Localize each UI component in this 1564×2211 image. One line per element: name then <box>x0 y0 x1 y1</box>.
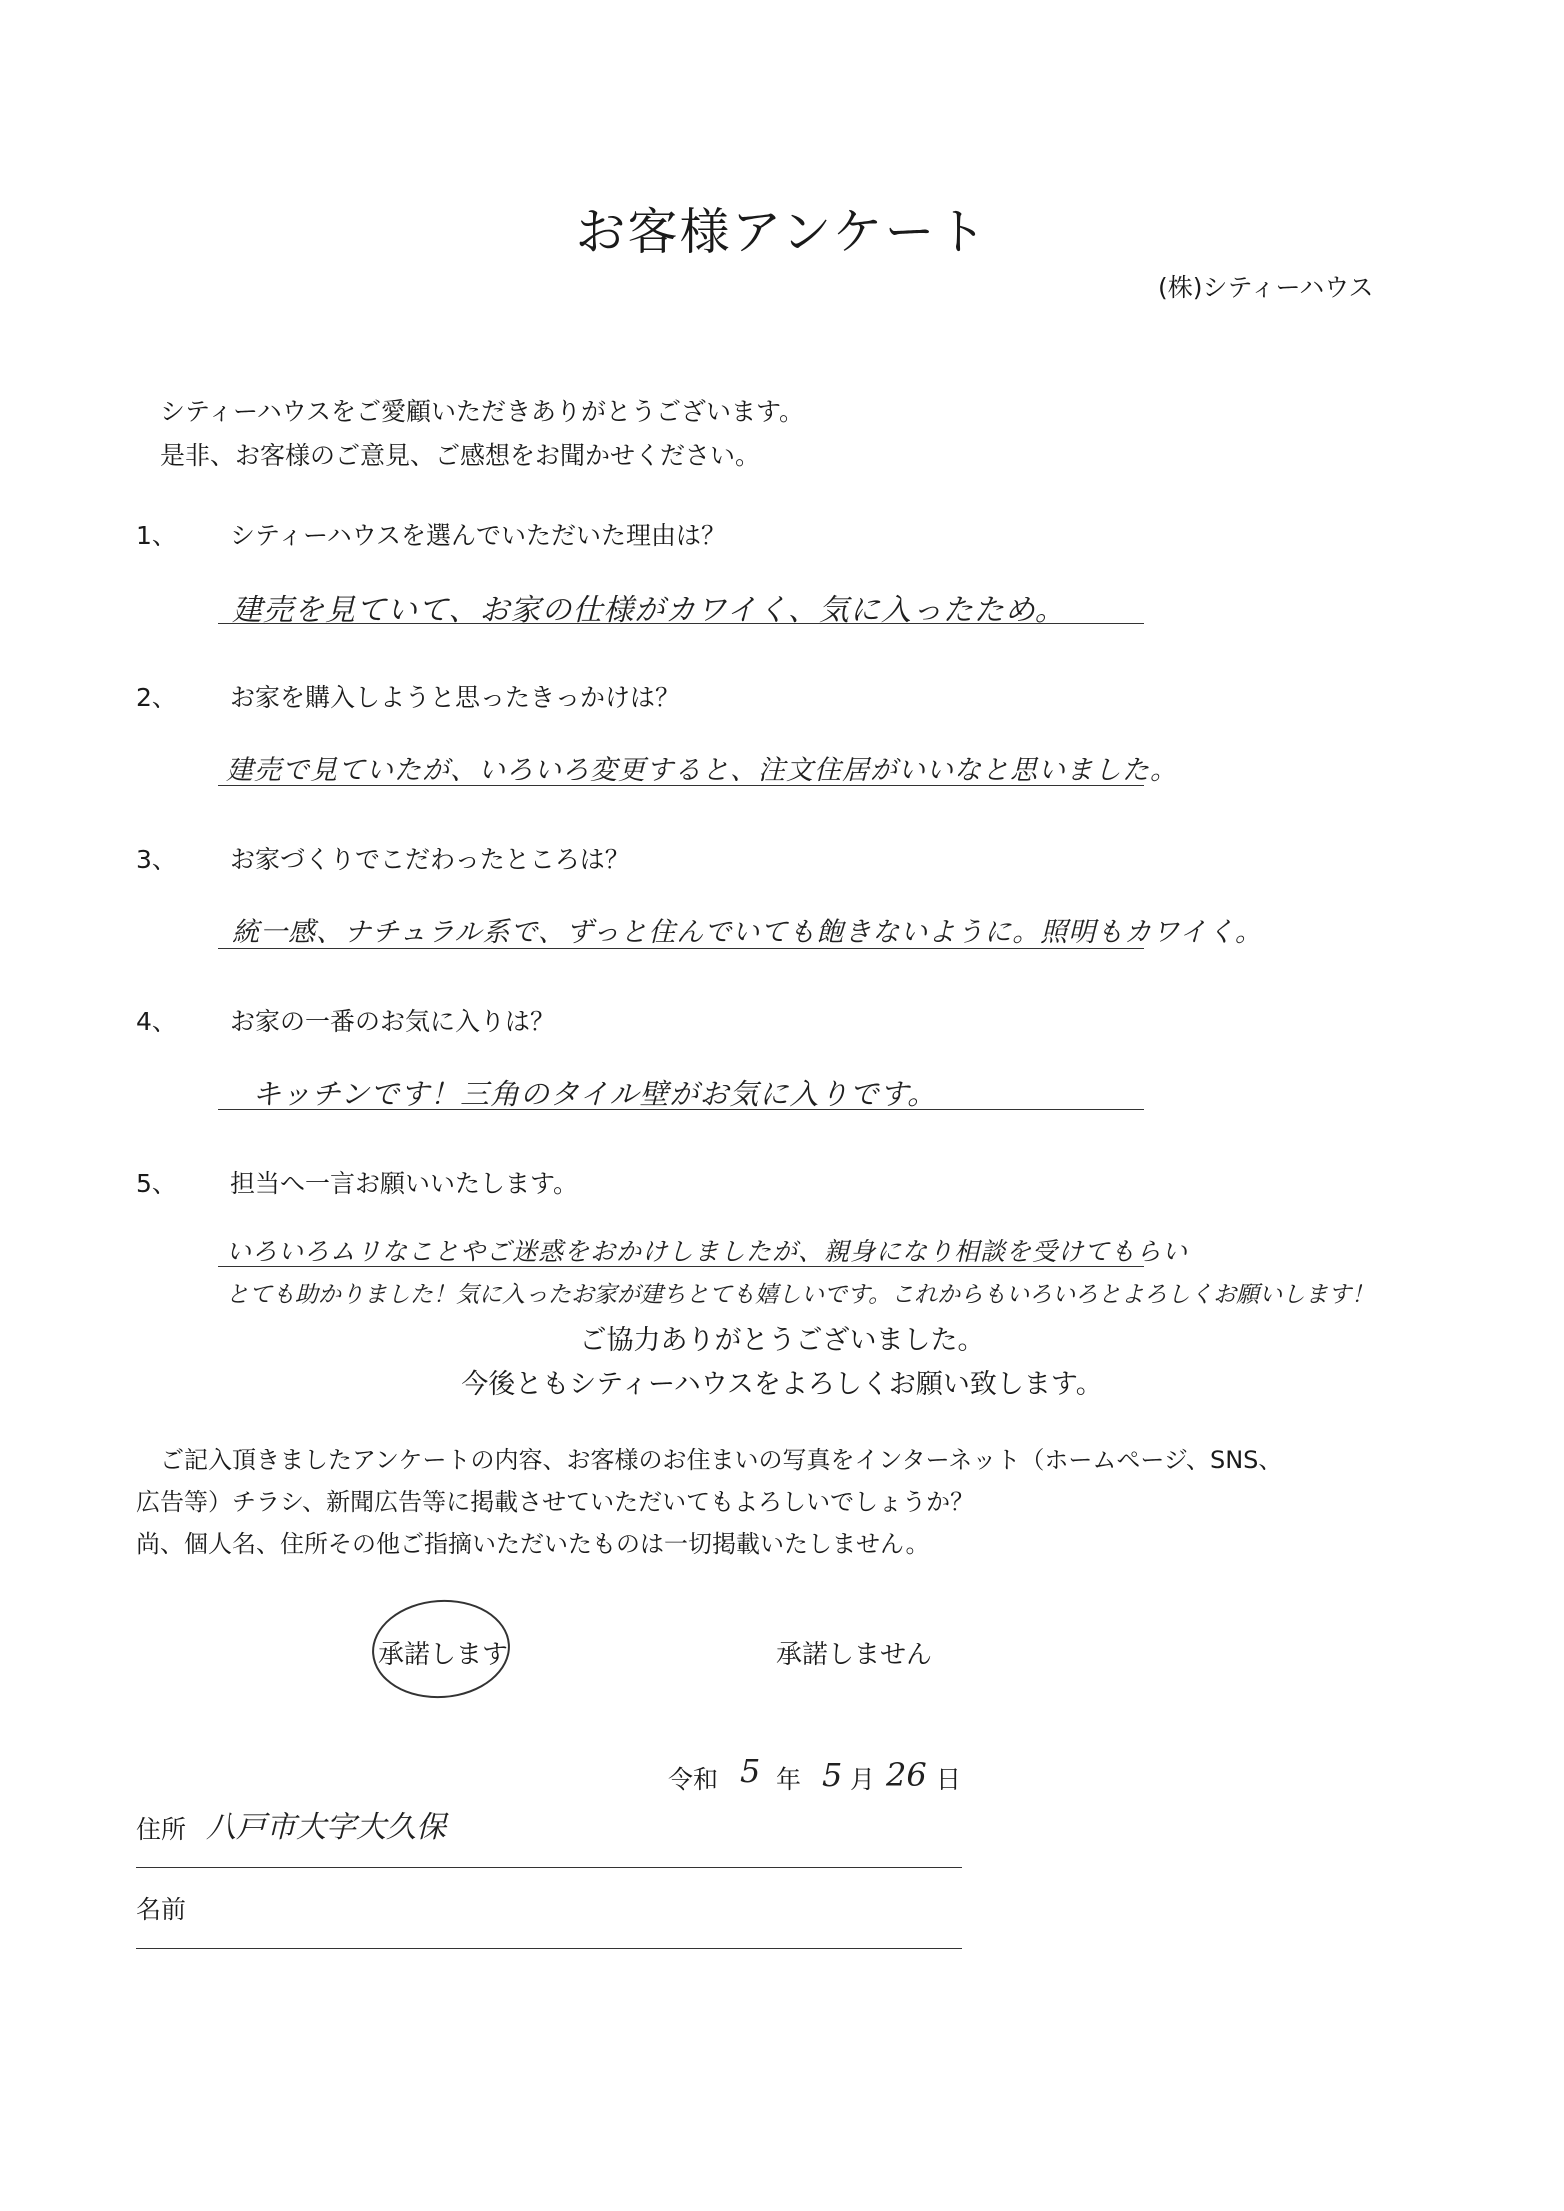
address-value[interactable]: 八戸市大字大久保 <box>206 1810 446 1845</box>
question-5-number: 5、 <box>136 1169 177 1198</box>
question-2-text: お家を購入しようと思ったきっかけは？ <box>230 683 681 712</box>
consent-line-2: 広告等）チラシ、新聞広告等に掲載させていただいてもよろしいでしょうか？ <box>136 1488 975 1516</box>
answer-2: 建売で見ていたが、いろいろ変更すると、注文住居がいいなと思いました。 <box>226 755 1178 786</box>
question-4-text: お家の一番のお気に入りは？ <box>230 1007 556 1036</box>
consent-line-1: ご記入頂きましたアンケートの内容、お客様のお住まいの写真をインターネット（ホームページ、SNS、 <box>160 1446 1283 1474</box>
answer-1-line <box>218 623 1144 624</box>
answer-3: 統一感、ナチュラル系で、ずっと住んでいても飽きないように。照明もカワイく。 <box>232 917 1263 948</box>
date-month[interactable]: 5 <box>822 1756 843 1794</box>
question-2-number: 2、 <box>136 683 177 712</box>
agree-option[interactable]: 承諾します <box>378 1640 509 1670</box>
company-name: (株)シティーハウス <box>1158 273 1374 302</box>
question-3-text: お家づくりでこだわったところは？ <box>230 845 630 874</box>
answer-2-line <box>218 785 1144 786</box>
question-1-number: 1、 <box>136 521 177 550</box>
name-line <box>136 1948 962 1949</box>
answer-3-line <box>218 948 1144 949</box>
intro-line-2: 是非、お客様のご意見、ご感想をお聞かせください。 <box>160 441 761 470</box>
answer-4: キッチンです！三角のタイル壁がお気に入りです。 <box>252 1077 938 1111</box>
question-1-text: シティーハウスを選んでいただいた理由は？ <box>230 521 727 550</box>
date-year[interactable]: 5 <box>740 1752 761 1790</box>
intro-line-1: シティーハウスをご愛顧いただきありがとうございます。 <box>160 397 805 426</box>
page-title: お客様アンケート <box>575 203 989 261</box>
name-label: 名前 <box>136 1895 187 1924</box>
date-year-label: 年 <box>776 1765 802 1794</box>
date-day-label: 日 <box>936 1765 962 1794</box>
date-month-label: 月 <box>850 1765 876 1794</box>
question-5-text: 担当へ一言お願いいたします。 <box>230 1169 579 1198</box>
answer-5-line-2: とても助かりました！気に入ったお家が建ちとても嬉しいです。これからもいろいろとよろしくお願いします！ <box>226 1282 1375 1308</box>
answer-5-line <box>218 1266 1144 1267</box>
address-label: 住所 <box>136 1815 187 1844</box>
thanks-line-1: ご協力ありがとうございました。 <box>579 1325 985 1356</box>
address-line <box>136 1867 962 1868</box>
disagree-option[interactable]: 承諾しません <box>776 1640 933 1670</box>
date-day[interactable]: 26 <box>886 1756 927 1794</box>
thanks-line-2: 今後ともシティーハウスをよろしくお願い致します。 <box>461 1369 1103 1400</box>
answer-5-line-1: いろいろムリなことやご迷惑をおかけしましたが、親身になり相談を受けてもらい <box>226 1237 1189 1266</box>
answer-1: 建売を見ていて、お家の仕様がカワイく、気に入ったため。 <box>232 593 1066 628</box>
question-4-number: 4、 <box>136 1007 177 1036</box>
consent-line-3: 尚、個人名、住所その他ご指摘いただいたものは一切掲載いたしません。 <box>136 1530 930 1558</box>
answer-4-line <box>218 1109 1144 1110</box>
question-3-number: 3、 <box>136 845 177 874</box>
date-era: 令和 <box>668 1765 719 1794</box>
